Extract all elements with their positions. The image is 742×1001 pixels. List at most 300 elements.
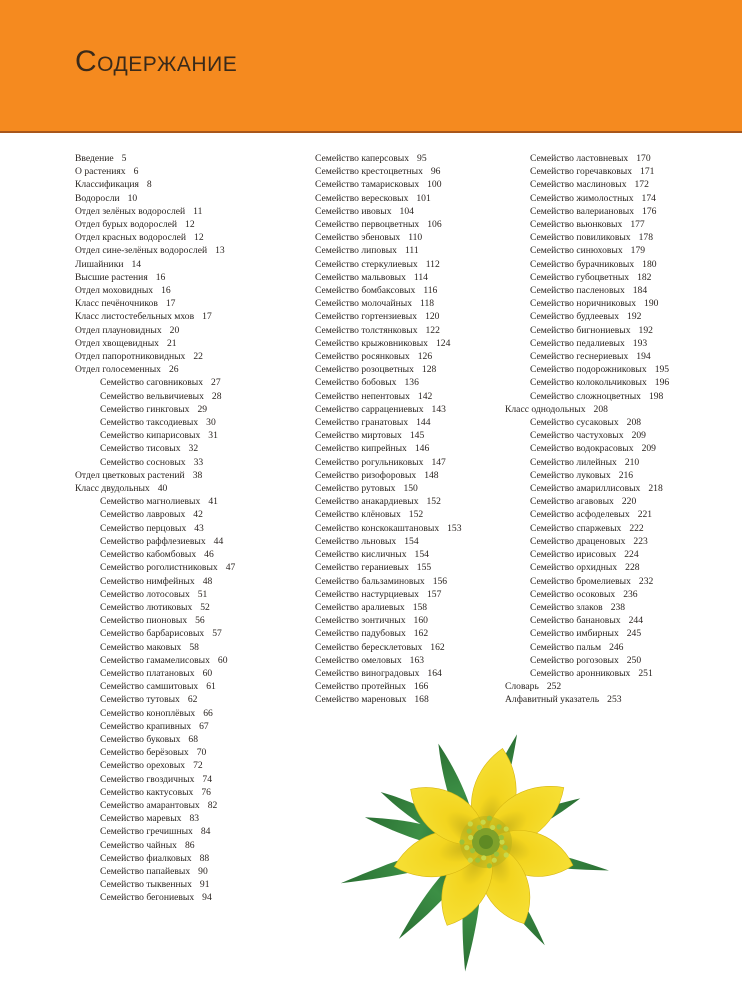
toc-entry [75, 469, 290, 482]
toc-entry-label: Семейство самшитовых [100, 681, 199, 693]
toc-entry [505, 337, 715, 350]
toc-entry-page: 68 [188, 733, 198, 745]
toc-entry-label: Классификация [75, 179, 139, 191]
toc-entry-label: Семейство крыжовниковых [315, 337, 428, 349]
toc-entry-page: 20 [169, 324, 180, 336]
toc-entry-label: Семейство первоцветных [315, 219, 420, 231]
toc-entry [75, 575, 290, 588]
toc-entry-page: 31 [208, 430, 218, 442]
toc-entry-label: Семейство тамарисковых [315, 179, 420, 191]
toc-entry [75, 680, 290, 693]
toc-entry-page: 91 [199, 879, 210, 891]
toc-entry [75, 786, 290, 799]
toc-entry-page: 156 [432, 575, 448, 587]
toc-entry [505, 561, 715, 574]
toc-entry-page: 112 [425, 258, 440, 270]
toc-entry [315, 416, 510, 429]
toc-entry-label: Семейство ореховых [100, 760, 186, 772]
toc-entry [315, 165, 510, 178]
toc-entry-label: Семейство рогульниковых [315, 456, 424, 468]
toc-entry-label: Семейство бромелиевых [530, 575, 631, 587]
toc-entry-page: 21 [166, 337, 177, 349]
toc-entry [75, 746, 290, 759]
toc-entry-label: Семейство орхидных [530, 562, 618, 574]
toc-entry-label: Семейство кисличных [315, 549, 407, 561]
toc-entry-page: 118 [420, 298, 435, 310]
toc-entry-page: 6 [133, 166, 139, 178]
toc-entry [75, 376, 290, 389]
toc-entry-page: 177 [630, 219, 645, 231]
toc-entry-label: Семейство норичниковых [530, 298, 637, 310]
toc-entry-label: Класс печёночников [75, 298, 158, 310]
toc-entry-label: Семейство синюховых [530, 245, 623, 257]
stamen [487, 863, 492, 868]
toc-entry [505, 627, 715, 640]
toc-entry-page: 58 [189, 641, 199, 653]
toc-entry-label: Семейство каперсовых [315, 153, 410, 164]
toc-entry-label: Семейство бегониевых [100, 892, 195, 904]
toc-entry-label: Отдел плауновидных [75, 324, 162, 336]
toc-entry-page: 16 [155, 271, 166, 283]
toc-entry-label: Семейство подорожниковых [530, 364, 647, 376]
toc-entry [315, 152, 510, 165]
toc-entry-page: 192 [627, 311, 642, 323]
toc-entry [75, 192, 290, 205]
toc-entry-label: Отдел цветковых растений [75, 469, 185, 481]
stamen [467, 829, 472, 834]
toc-entry-page: 57 [212, 628, 222, 640]
toc-entry-page: 152 [408, 509, 424, 521]
toc-entry-page: 13 [215, 245, 225, 257]
toc-entry-page: 40 [157, 483, 168, 495]
toc-entry-page: 114 [413, 271, 428, 283]
toc-entry-label: Семейство вельвичиевых [100, 390, 204, 402]
toc-entry-page: 5 [121, 153, 127, 164]
toc-entry [75, 641, 290, 654]
toc-entry-label: Семейство зонтичных [315, 615, 406, 627]
toc-entry-page: 238 [610, 601, 626, 613]
toc-entry [75, 733, 290, 746]
toc-entry [75, 231, 290, 244]
toc-entry-label: Класс двудольных [75, 483, 150, 495]
toc-entry-label: Семейство ивовых [315, 205, 392, 217]
toc-entry-label: Отдел хвощевидных [75, 337, 159, 349]
toc-entry-page: 221 [637, 509, 653, 521]
toc-entry [75, 891, 290, 904]
toc-entry [75, 548, 290, 561]
toc-entry [315, 508, 510, 521]
toc-entry-page: 170 [636, 153, 651, 164]
toc-entry-label: Семейство виноградовых [315, 667, 420, 679]
toc-entry-page: 106 [427, 219, 442, 231]
toc-entry-label: Семейство амарантовых [100, 799, 200, 811]
toc-entry [75, 878, 290, 891]
toc-entry-label: Семейство бигнониевых [530, 324, 631, 336]
toc-entry [505, 376, 715, 389]
toc-column-1 [75, 152, 290, 905]
toc-entry [505, 667, 715, 680]
toc-entry-page: 43 [194, 522, 204, 534]
toc-entry-label: Семейство рутовых [315, 483, 396, 495]
toc-entry [75, 707, 290, 720]
yellow-flower-icon [326, 712, 626, 982]
toc-entry-page: 17 [165, 298, 176, 310]
toc-entry [75, 667, 290, 680]
toc-entry-label: Семейство драценовых [530, 535, 626, 547]
toc-entry-page: 83 [189, 813, 200, 825]
toc-entry-page: 216 [618, 469, 634, 481]
toc-entry [75, 324, 290, 337]
toc-entry-page: 250 [626, 654, 642, 666]
toc-entry-page: 193 [632, 337, 648, 349]
toc-entry [315, 601, 510, 614]
stamen [490, 825, 495, 830]
toc-entry-label: Семейство бомбаксовых [315, 285, 416, 297]
toc-entry-page: 47 [225, 562, 236, 574]
toc-entry-label: Семейство аронниковых [530, 667, 631, 679]
toc-entry-label: Водоросли [75, 192, 120, 204]
toc-entry [315, 561, 510, 574]
toc-entry [75, 601, 290, 614]
toc-entry-page: 150 [403, 483, 418, 495]
toc-entry [75, 693, 290, 706]
toc-entry-label: Отдел зелёных водорослей [75, 205, 186, 217]
toc-entry-label: Семейство аралиевых [315, 601, 405, 613]
toc-entry [75, 482, 290, 495]
toc-entry-label: Семейство вьюнковых [530, 219, 623, 231]
toc-entry-label: Семейство сусаковых [530, 417, 619, 429]
toc-entry [505, 218, 715, 231]
stamen [475, 858, 480, 863]
toc-entry-page: 51 [197, 588, 208, 600]
toc-entry-page: 38 [192, 469, 203, 481]
toc-entry-page: 246 [609, 641, 624, 653]
toc-entry [315, 693, 510, 706]
toc-entry-label: Семейство саговниковых [100, 377, 204, 389]
toc-entry-page: 26 [168, 364, 179, 376]
toc-entry-page: 153 [447, 522, 462, 534]
toc-entry-label: Семейство маслиновых [530, 179, 627, 191]
toc-entry-page: 162 [413, 628, 429, 640]
toc-entry-page: 14 [131, 258, 142, 270]
toc-entry-label: Семейство гамамелисовых [100, 654, 210, 666]
toc-entry-page: 101 [416, 192, 431, 204]
toc-entry [315, 178, 510, 191]
toc-entry-page: 76 [201, 786, 211, 798]
toc-entry-page: 236 [623, 588, 638, 600]
toc-entry-page: 190 [644, 298, 659, 310]
toc-entry [505, 456, 715, 469]
toc-entry-label: Семейство гортензиевых [315, 311, 418, 323]
toc-entry-label: Семейство жимолостных [530, 192, 634, 204]
toc-entry [505, 297, 715, 310]
toc-entry-label: Высшие растения [75, 271, 148, 283]
toc-entry-label: Семейство будлеевых [530, 311, 620, 323]
toc-entry-label: Семейство саррацениевых [315, 403, 424, 415]
toc-entry [505, 654, 715, 667]
toc-entry-page: 67 [199, 720, 209, 732]
toc-entry [315, 376, 510, 389]
toc-entry-page: 144 [416, 417, 431, 429]
toc-entry [505, 205, 715, 218]
toc-entry-page: 166 [413, 681, 429, 693]
toc-entry-label: Семейство эбеновых [315, 232, 401, 244]
stamen [499, 839, 504, 844]
toc-entry-page: 56 [195, 615, 205, 627]
toc-entry [75, 759, 290, 772]
toc-entry [75, 363, 290, 376]
toc-entry [75, 799, 290, 812]
stamen [499, 835, 504, 840]
toc-entry [315, 627, 510, 640]
toc-entry-page: 66 [203, 707, 213, 719]
toc-entry-label: Семейство тисовых [100, 443, 181, 455]
toc-entry [315, 310, 510, 323]
toc-entry [75, 561, 290, 574]
toc-entry [315, 535, 510, 548]
toc-column-3 [505, 152, 715, 707]
toc-entry [315, 641, 510, 654]
toc-entry-label: Семейство пионовых [100, 615, 188, 627]
toc-entry-page: 168 [414, 694, 429, 706]
toc-entry-page: 154 [414, 549, 429, 561]
toc-entry-label: Семейство омеловых [315, 654, 402, 666]
stamen [504, 826, 509, 831]
toc-entry-label: Семейство асфоделевых [530, 509, 630, 521]
toc-entry-page: 11 [193, 205, 203, 217]
toc-entry-page: 184 [632, 285, 648, 297]
toc-entry [75, 825, 290, 838]
stamen [504, 852, 509, 857]
toc-entry [75, 456, 290, 469]
stamen [503, 845, 508, 850]
toc-entry-page: 29 [197, 403, 208, 415]
toc-entry-label: О растениях [75, 166, 126, 178]
toc-entry-page: 176 [642, 205, 657, 217]
toc-entry-page: 10 [127, 192, 138, 204]
toc-entry [75, 403, 290, 416]
toc-entry-label: Семейство кактусовых [100, 786, 194, 798]
toc-entry-page: 158 [412, 601, 428, 613]
toc-entry [505, 469, 715, 482]
toc-entry [75, 178, 290, 191]
stamen [496, 824, 501, 829]
toc-entry-page: 104 [399, 205, 414, 217]
toc-entry-label: Семейство миртовых [315, 430, 402, 442]
toc-entry-page: 74 [202, 773, 212, 785]
toc-entry-label: Семейство агавовых [530, 496, 614, 508]
stamen [481, 820, 486, 825]
toc-entry-page: 32 [188, 443, 199, 455]
toc-entry-page: 146 [414, 443, 430, 455]
toc-entry-label: Семейство берёзовых [100, 747, 189, 759]
toc-entry-label: Семейство ризофоровых [315, 469, 417, 481]
toc-entry [315, 218, 510, 231]
toc-entry [505, 258, 715, 271]
toc-entry-page: 209 [641, 443, 656, 455]
toc-entry-label: Семейство мареновых [315, 694, 407, 706]
toc-entry [75, 284, 290, 297]
toc-entry-page: 253 [607, 694, 622, 706]
toc-entry-page: 162 [430, 641, 445, 653]
toc-entry-page: 44 [213, 535, 224, 547]
toc-entry [315, 337, 510, 350]
toc-entry-page: 179 [630, 245, 646, 257]
toc-entry-label: Класс однодольных [505, 403, 586, 415]
toc-entry-label: Отдел папоротниковидных [75, 351, 186, 363]
toc-entry-label: Семейство толстянковых [315, 324, 418, 336]
toc-entry-label: Семейство барбарисовых [100, 628, 205, 640]
toc-entry-label: Семейство лотосовых [100, 588, 190, 600]
toc-entry-label: Семейство имбирных [530, 628, 619, 640]
toc-entry-page: 195 [654, 364, 670, 376]
toc-entry-page: 126 [417, 351, 433, 363]
toc-entry [315, 403, 510, 416]
toc-entry-page: 48 [202, 575, 213, 587]
toc-entry-page: 192 [638, 324, 653, 336]
toc-entry-page: 222 [629, 522, 644, 534]
toc-entry [75, 852, 290, 865]
toc-entry [75, 165, 290, 178]
stamen [487, 816, 492, 821]
toc-entry [315, 548, 510, 561]
toc-entry [505, 575, 715, 588]
toc-entry-page: 209 [631, 430, 646, 442]
toc-entry-page: 110 [408, 232, 423, 244]
toc-entry-label: Семейство сложноцветных [530, 390, 641, 402]
toc-entry [505, 390, 715, 403]
stamen [468, 858, 473, 863]
toc-entry-page: 62 [187, 694, 198, 706]
toc-entry-label: Семейство льновых [315, 535, 397, 547]
toc-column-2 [315, 152, 510, 707]
toc-entry [505, 350, 715, 363]
toc-entry-page: 52 [200, 601, 210, 613]
toc-entry-page: 208 [626, 417, 642, 429]
toc-entry [315, 231, 510, 244]
toc-entry-page: 208 [593, 403, 608, 415]
toc-entry-label: Семейство стеркулиевых [315, 258, 418, 270]
toc-entry-label: Семейство губоцветных [530, 271, 630, 283]
toc-entry [75, 812, 290, 825]
toc-entry [505, 324, 715, 337]
toc-entry [315, 456, 510, 469]
toc-entry-page: 33 [193, 456, 204, 468]
toc-entry [505, 271, 715, 284]
toc-entry [505, 588, 715, 601]
toc-entry-page: 86 [184, 839, 195, 851]
toc-entry-label: Отдел красных водорослей [75, 232, 187, 244]
toc-entry [505, 535, 715, 548]
toc-entry-page: 244 [628, 615, 643, 627]
toc-entry-label: Отдел моховидных [75, 285, 154, 297]
toc-entry-page: 22 [193, 351, 203, 363]
toc-entry-page: 220 [621, 496, 637, 508]
toc-entry-page: 142 [417, 390, 433, 402]
toc-entry-page: 224 [624, 549, 639, 561]
toc-entry-page: 27 [211, 377, 221, 389]
toc-entry-label: Семейство фиалковых [100, 852, 192, 864]
toc-entry-page: 12 [194, 232, 204, 244]
toc-entry [315, 522, 510, 535]
toc-entry [315, 429, 510, 442]
toc-entry-label: Семейство непентовых [315, 390, 410, 402]
stamen [470, 848, 475, 853]
toc-entry-label: Семейство молочайных [315, 298, 413, 310]
toc-entry [75, 390, 290, 403]
toc-entry-page: 180 [642, 258, 657, 270]
toc-entry [75, 310, 290, 323]
toc-entry-page: 218 [648, 483, 663, 495]
header-band [0, 0, 742, 133]
toc-entry-page: 251 [638, 667, 653, 679]
toc-entry [75, 442, 290, 455]
toc-entry-label: Семейство таксодиевых [100, 417, 199, 429]
toc-entry [315, 680, 510, 693]
toc-entry-page: 152 [426, 496, 441, 508]
toc-entry-page: 61 [206, 681, 216, 693]
toc-entry-label: Семейство рогозовых [530, 654, 619, 666]
toc-entry [315, 442, 510, 455]
toc-entry-page: 136 [404, 377, 419, 389]
toc-entry-page: 100 [427, 179, 442, 191]
toc-entry [505, 192, 715, 205]
toc-entry-label: Семейство частуховых [530, 430, 624, 442]
toc-entry-label: Алфавитный указатель [505, 694, 600, 706]
toc-entry [75, 614, 290, 627]
toc-entry-page: 148 [424, 469, 439, 481]
toc-entry-page: 128 [421, 364, 437, 376]
toc-entry [315, 614, 510, 627]
toc-entry [75, 495, 290, 508]
toc-entry-page: 8 [146, 179, 152, 191]
toc-entry-label: Семейство повиликовых [530, 232, 631, 244]
toc-entry [505, 508, 715, 521]
toc-entry-page: 116 [423, 285, 438, 297]
toc-entry-page: 30 [206, 417, 216, 429]
toc-entry [505, 310, 715, 323]
toc-entry [505, 284, 715, 297]
toc-entry [75, 416, 290, 429]
toc-entry-label: Семейство пальм [530, 641, 602, 653]
toc-entry-page: 122 [425, 324, 440, 336]
toc-entry-page: 198 [648, 390, 664, 402]
toc-entry [315, 469, 510, 482]
toc-entry [505, 416, 715, 429]
toc-entry-page: 252 [546, 681, 562, 693]
toc-entry-label: Семейство банановых [530, 615, 621, 627]
toc-entry-page: 88 [199, 852, 210, 864]
stamen [477, 825, 482, 830]
toc-entry-label: Отдел сине-зелёных водорослей [75, 245, 208, 257]
toc-entry [315, 192, 510, 205]
toc-entry-label: Семейство ирисовых [530, 549, 617, 561]
toc-entry [315, 390, 510, 403]
toc-entry-page: 28 [211, 390, 222, 402]
toc-entry-label: Отдел бурых водорослей [75, 219, 178, 231]
toc-entry-label: Семейство вересковых [315, 192, 409, 204]
toc-entry-page: 94 [202, 892, 212, 904]
toc-entry [75, 865, 290, 878]
toc-entry-label: Семейство крестоцветных [315, 166, 423, 178]
toc-entry-page: 70 [196, 747, 207, 759]
stamen [468, 835, 473, 840]
toc-entry-label: Семейство тутовых [100, 694, 180, 706]
stamen [494, 851, 499, 856]
toc-entry [75, 218, 290, 231]
toc-entry [75, 205, 290, 218]
toc-entry-page: 178 [638, 232, 653, 244]
